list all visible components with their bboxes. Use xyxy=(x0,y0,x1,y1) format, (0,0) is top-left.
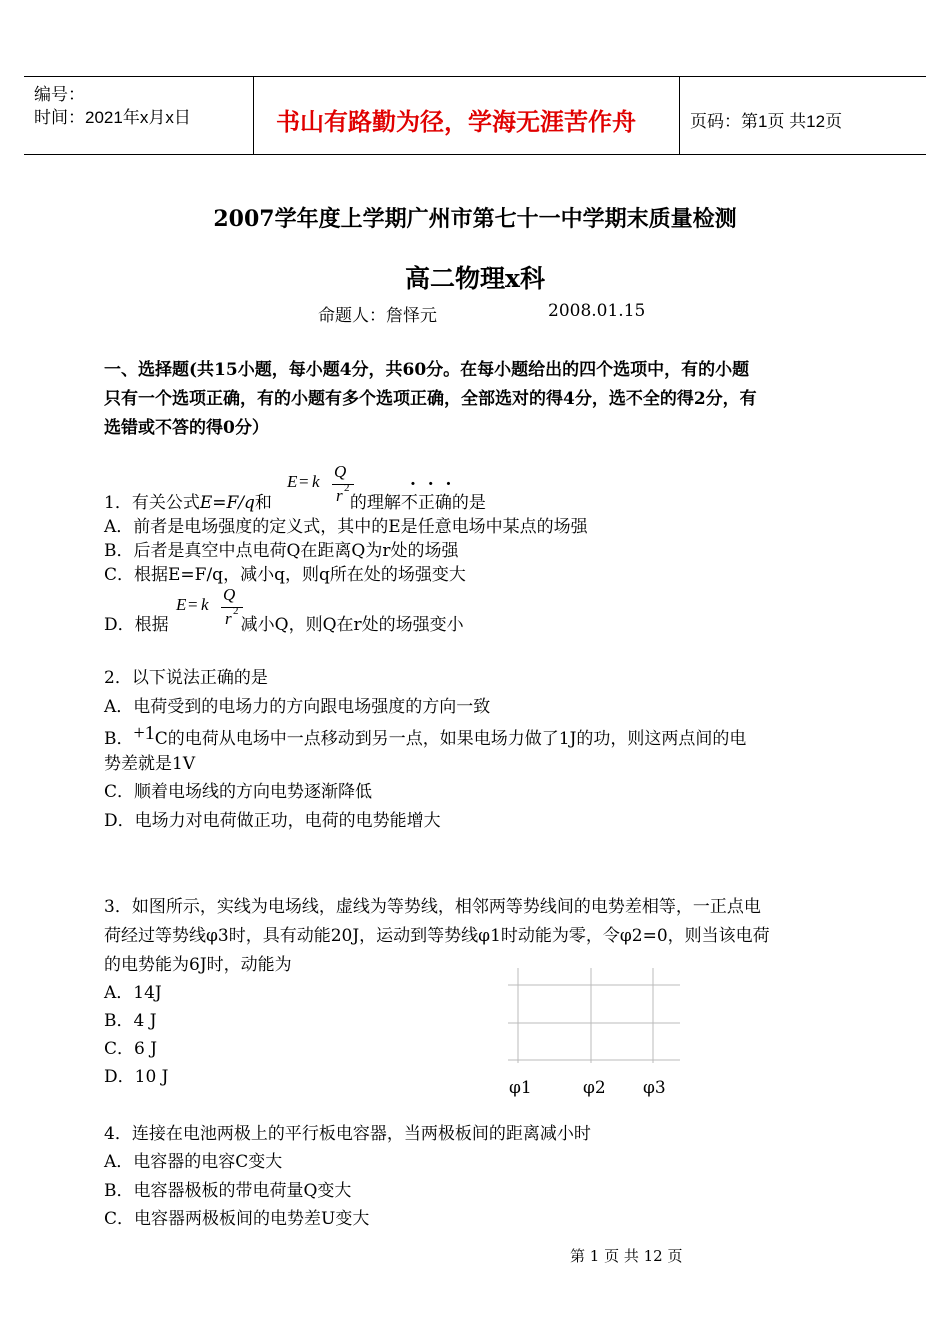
q3-option-d: D．10 J xyxy=(104,1067,169,1087)
page-title: 2007学年度上学期广州市第七十一中学期末质量检测 xyxy=(213,206,737,232)
q2-option-b xyxy=(104,722,747,750)
formula-num: Q xyxy=(223,585,236,604)
q1-stem-and: 和 xyxy=(254,493,272,513)
q2-b-rest: C的电荷从电场中一点移动到另一点，如果电场力做了1J的功，则这两点间的电 xyxy=(154,729,747,749)
q1-option-d xyxy=(104,614,464,636)
q2-b-prefix: B． xyxy=(104,729,134,749)
fraction-bar xyxy=(221,607,243,608)
q3-option-a: A．14J xyxy=(104,983,162,1003)
formula-lhs: E xyxy=(176,595,187,614)
time-label: 时间：2021年x月x日 xyxy=(34,108,191,127)
q1-d-prefix: D．根据 xyxy=(104,615,169,635)
phi1-label: φ1 xyxy=(509,1078,532,1098)
formula-lhs: E xyxy=(287,472,298,491)
fraction-bar xyxy=(332,484,354,485)
formula-eq: = xyxy=(188,595,198,614)
q2-b-charge: +1 xyxy=(133,722,155,744)
author: 命题人：詹怿元 xyxy=(318,306,437,326)
section-intro-line-3: 选错或不答的得0分） xyxy=(104,418,269,438)
formula-num: Q xyxy=(334,462,347,481)
q2-option-c: C．顺着电场线的方向电势逐渐降低 xyxy=(104,782,373,802)
q1-stem-suffix: 的理解不正确的是 xyxy=(349,493,486,513)
header-divider-1 xyxy=(253,76,254,155)
q1-stem-prefix: 1．有关公式 xyxy=(104,493,200,513)
q3-option-c: C．6 J xyxy=(104,1039,158,1059)
formula-exp: 2 xyxy=(233,605,239,617)
formula-k: k xyxy=(201,595,209,614)
q3-stem-line-1: 3．如图所示，实线为电场线，虚线为等势线，相邻两等势线间的电势差相等，一正点电 xyxy=(104,897,761,917)
q1-option-a: A．前者是电场强度的定义式，其中的E是任意电场中某点的场强 xyxy=(104,517,588,537)
formula-den: r xyxy=(336,486,343,505)
header-bottom-rule xyxy=(24,154,926,155)
q3-option-b: B．4 J xyxy=(104,1011,157,1031)
page-subtitle: 高二物理x科 xyxy=(405,264,545,293)
q1-d-suffix: 减小Q，则Q在r处的场强变小 xyxy=(240,615,464,635)
formula-exp: 2 xyxy=(344,482,350,494)
section-intro-line-1: 一、选择题(共15小题，每小题4分，共60分。在每小题给出的四个选项中，有的小题 xyxy=(104,360,750,380)
header-divider-2 xyxy=(679,76,680,155)
q2-option-b-line-2: 势差就是1V xyxy=(104,754,196,774)
phi2-label: φ2 xyxy=(583,1078,606,1098)
page-footer: 第 1 页 共 12 页 xyxy=(570,1247,683,1265)
q3-stem-line-2: 荷经过等势线φ3时，具有动能20J，运动到等势线φ1时动能为零，令φ2=0，则当该电荷 xyxy=(104,926,770,946)
q1-stem-formula: E=F/q xyxy=(199,493,255,513)
q4-option-c: C．电容器两极板间的电势差U变大 xyxy=(104,1209,370,1229)
q4-stem: 4．连接在电池两极上的平行板电容器，当两极板间的距离减小时 xyxy=(104,1124,591,1144)
q2-option-a: A．电荷受到的电场力的方向跟电场强度的方向一致 xyxy=(104,697,491,717)
q4-option-a: A．电容器的电容C变大 xyxy=(104,1152,283,1172)
emphasis-dots: . . . xyxy=(410,470,452,490)
q3-stem-line-3: 的电势能为6J时，动能为 xyxy=(104,955,292,975)
q3-figure xyxy=(505,965,685,1065)
formula-den: r xyxy=(225,609,232,628)
header-top-rule xyxy=(24,76,926,77)
phi3-label: φ3 xyxy=(643,1078,666,1098)
q2-stem: 2．以下说法正确的是 xyxy=(104,668,268,688)
section-intro-line-2: 只有一个选项正确，有的小题有多个选项正确，全部选对的得4分，选不全的得2分，有 xyxy=(104,389,757,409)
q1-stem xyxy=(104,492,486,514)
motto: 书山有路勤为径，学海无涯苦作舟 xyxy=(276,107,636,136)
serial-label: 编号： xyxy=(34,85,85,104)
q1-option-b: B．后者是真空中点电荷Q在距离Q为r处的场强 xyxy=(104,541,459,561)
formula-eq: = xyxy=(299,472,309,491)
exam-date: 2008.01.15 xyxy=(548,301,646,321)
q1-option-c: C．根据E=F/q，减小q，则q所在处的场强变大 xyxy=(104,565,466,585)
formula-k: k xyxy=(312,472,320,491)
q4-option-b: B．电容器极板的带电荷量Q变大 xyxy=(104,1181,352,1201)
page-info: 页码：第1页 共12页 xyxy=(690,112,843,131)
q2-option-d: D．电场力对电荷做正功，电荷的电势能增大 xyxy=(104,811,441,831)
